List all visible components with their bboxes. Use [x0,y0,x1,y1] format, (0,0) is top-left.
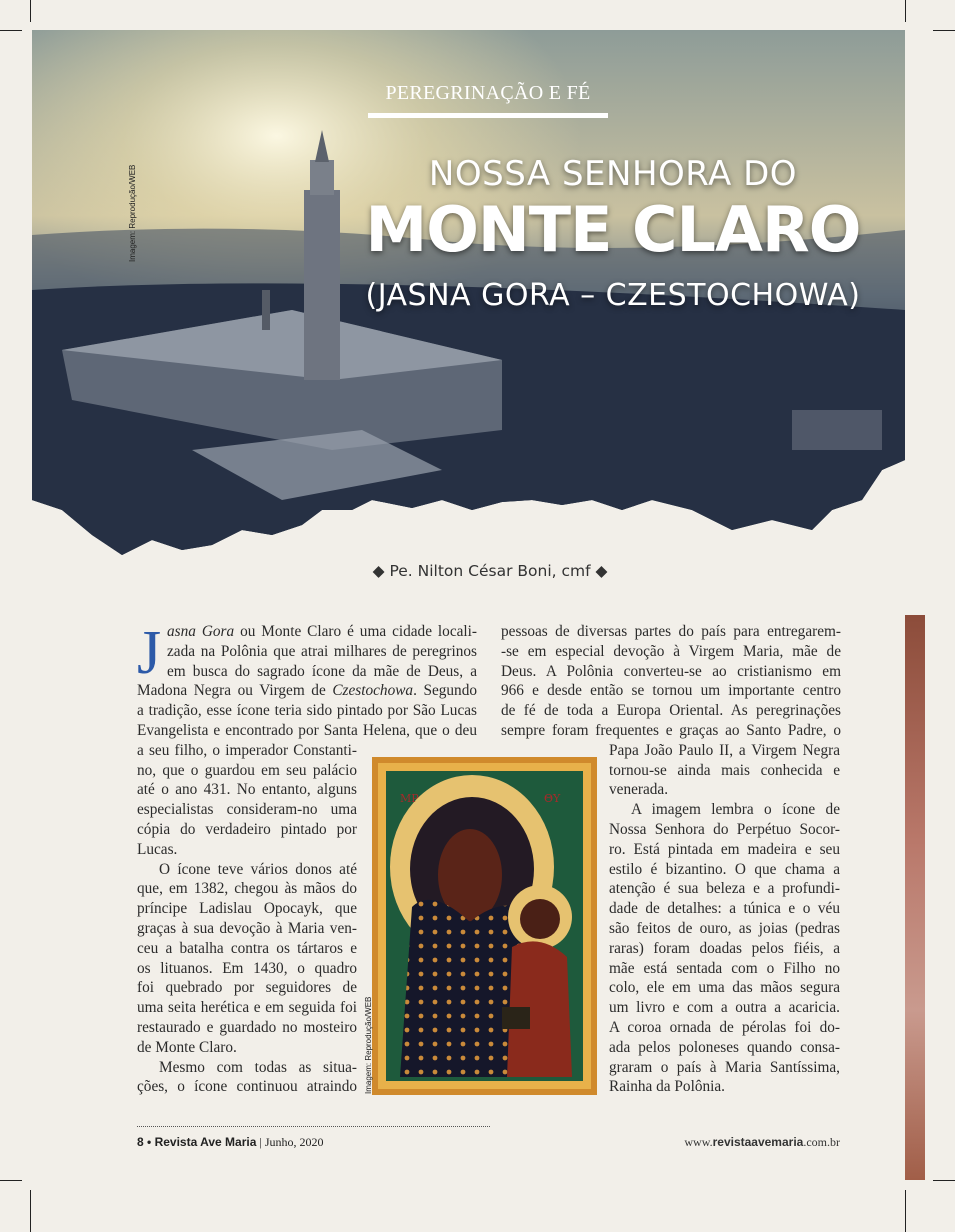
article-line: -se em especial devoção à Virgem Maria, mãe de [501,642,841,660]
url-prefix: www. [684,1135,713,1149]
italic-text: asna Gora [167,623,235,640]
article-line [137,681,477,701]
article-line: Evangelista e encontrado por Santa Helena, que o deu [137,721,477,739]
article-line: a seu filho, o imperador Constanti- [137,741,357,759]
article-line: Papa João Paulo II, a Virgem Negra [609,741,840,759]
article-line: no, que o guardou em seu palácio [137,761,357,779]
crop-mark [933,1180,955,1181]
url-suffix: .com.br [803,1135,840,1149]
article-line: Mesmo com todas as situa- [159,1058,357,1076]
article-line: A imagem lembra o ícone de [631,801,840,819]
article-line: Rainha da Polônia. [609,1078,725,1096]
title-line-3: (JASNA GORA – CZESTOCHOWA) [365,278,861,313]
article-line: graram o país à Maria Santíssima, [609,1058,840,1076]
section-label: PEREGRINAÇÃO E FÉ [385,82,591,104]
article-line: pessoas de diversas partes do país para entregarem- [501,623,841,640]
magazine-url[interactable] [640,1135,840,1150]
title-line-2: MONTE CLARO [365,193,861,266]
page-number: 8 [137,1135,144,1149]
article-line: os lituanos. Em 1430, o quadro [137,959,357,977]
article-line: venerada. [609,781,669,799]
article-line: restaurado e guardado no mosteiro [137,1018,357,1036]
crop-mark [0,1180,22,1181]
crop-mark [0,30,22,31]
article-line: príncipe Ladislau Opocayk, que [137,900,357,918]
article-line: O ícone teve vários donos até [159,860,357,878]
article-line: mãe está sentada com o Filho no [609,959,840,977]
black-madonna-icon-image [372,757,597,1095]
article-line: ada pelos poloneses quando consa- [609,1038,840,1056]
article-line: cópia do verdadeiro pintado por [137,820,357,838]
text-run: . Segundo [413,682,477,700]
article-line: colo, ele em uma das mãos segura [609,979,840,997]
crop-mark [30,1190,31,1232]
article-line: 966 e desde então se tornou um importante centro [501,682,841,700]
hero-photo-credit: Imagem: Reprodução/WEB [128,164,137,262]
article-line: Deus. A Polônia converteu-se ao cristianismo em [501,662,841,680]
article-line: Nossa Senhora do Perpétuo Socor- [609,820,840,838]
drop-cap: J [137,619,162,687]
article-line: zada na Polônia que atrai milhares de peregrinos [167,642,477,660]
article-line: sempre foram frequentes e graças ao Santo Padre, o [501,721,841,739]
article-line: tornou-se ainda mais conhecida e [609,761,840,779]
folio-separator: | [259,1135,265,1149]
article-line: de Monte Claro. [137,1038,237,1056]
svg-text:MP: MP [400,792,419,805]
magazine-name: Revista Ave Maria [154,1135,257,1149]
italic-text: Czestochowa [332,682,414,700]
footer-folio [137,1135,323,1150]
article-line: que, em 1382, chegou às mãos do [137,880,357,898]
url-domain: revistaavemaria [712,1135,804,1149]
article-line: em busca do sagrado ícone da mãe de Deus, a [167,662,477,680]
article-line: uma seita herética e em seguida foi [137,999,357,1017]
article-line: foi quebrado por seguidores de [137,979,357,997]
article-line: A coroa ornada de pérolas foi do- [609,1018,840,1036]
crop-mark [933,30,955,31]
article-line: ro. Está pintada em madeira e seu [609,840,840,858]
article-line: raras) foram doadas pelos fiéis, a [609,939,840,957]
crop-mark [905,0,906,22]
text-run: ou Monte Claro é uma cidade locali- [234,623,477,640]
article-line [167,622,477,642]
article-line: ções, o ícone continuou atraindo [137,1078,357,1096]
article-line: até o ano 431. No entanto, alguns [137,781,357,799]
article-line: atenção é sua beleza e a profundi- [609,880,840,898]
article-line: de fé de toda a Europa Oriental. As peregrinações [501,702,841,720]
crop-mark [30,0,31,22]
issue-date: Junho, 2020 [264,1135,324,1149]
section-underline [368,113,608,118]
title-line-1: NOSSA SENHORA DO [428,154,798,194]
article-line: ceu a batalha contra os tártaros e [137,939,357,957]
author-byline: ◆ Pe. Nilton César Boni, cmf ◆ [372,562,608,580]
article-line: um livro e com a outra a acaricia. [609,999,840,1017]
footer-divider [137,1126,490,1127]
adjacent-page-photo-strip [905,615,925,1180]
icon-image-credit: Imagem: Reprodução/WEB [364,996,373,1094]
article-line: Lucas. [137,840,178,858]
article-line: são feitos de ouro, as joias (pedras [609,919,840,937]
article-line: graças à sua devoção à Maria ven- [137,919,357,937]
folio-bullet: • [143,1135,155,1149]
text-run: Madona Negra ou Virgem de [137,682,333,700]
article-line: estilo é bizantino. O que chama a [609,860,840,878]
article-line: dade de detalhes: a túnica e o véu [609,900,840,918]
article-line: especialistas consideram-no uma [137,801,357,819]
svg-text:ΘΥ: ΘΥ [544,792,561,805]
crop-mark [905,1190,906,1232]
article-line: a tradição, esse ícone teria sido pintado por São Lucas [137,702,477,720]
